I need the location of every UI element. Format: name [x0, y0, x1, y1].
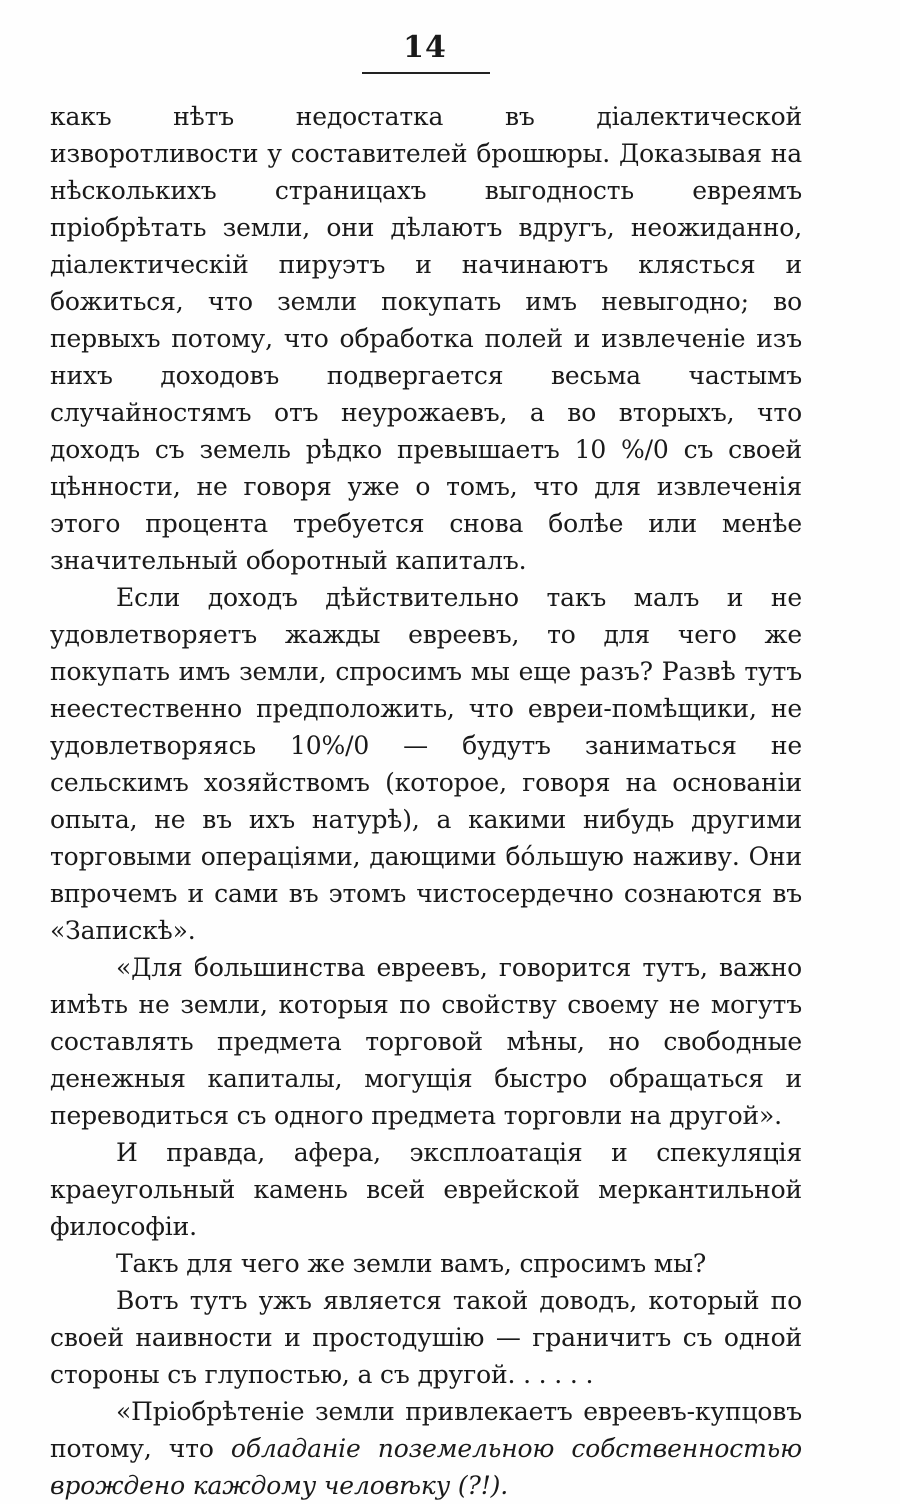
paragraph-4: И правда, афера, эксплоатація и спекуляція краеугольный камень всей еврейской меркантильной философіи.: [50, 1138, 802, 1241]
body-text: [50, 98, 802, 1504]
paragraph-6: Вотъ тутъ ужъ является такой доводъ, который по своей наивности и простодушію — граничитъ съ одной стороны съ глупостью, а съ другой. . . . . .: [50, 1286, 802, 1389]
paragraph-5: Такъ для чего же земли вамъ, спросимъ мы?: [116, 1249, 707, 1278]
paragraph-7: [50, 1393, 802, 1504]
paragraph-3: «Для большинства евреевъ, говорится тутъ, важно имѣть не земли, которыя по свойству своему не могутъ составлять предмета торговой мѣны, но свободные денежныя капиталы, могущія быстро обращаться и переводиться съ одного предмета торговли на другой».: [50, 953, 802, 1130]
paragraph-7-text: «Пріобрѣтеніе земли привлекаетъ евреевъ-купцовъ потому, что: [50, 1397, 802, 1463]
page-number: 14: [403, 30, 447, 65]
paragraph-1: какъ нѣтъ недостатка въ діалектической изворотливости у составителей брошюры. Доказывая на нѣсколькихъ страницахъ выгодность евреямъ пріобрѣтать земли, они дѣлаютъ вдругъ, неожиданно, діалектическій пируэтъ и начинаютъ клясться и божиться, что земли покупать имъ невыгодно; во первыхъ потому, что обработка полей и извлеченіе изъ нихъ доходовъ подвергается весьма частымъ случайностямъ отъ неурожаевъ, а во вторыхъ, что доходъ съ земель рѣдко превышаетъ 10 %/0 съ своей цѣнности, не говоря уже о томъ, что для извлеченія этого процента требуется снова болѣе или менѣе значительный оборотный капиталъ.: [50, 102, 802, 575]
page-number-rule: [362, 72, 490, 74]
paragraph-2: Если доходъ дѣйствительно такъ малъ и не удовлетворяетъ жажды евреевъ, то для чего же покупать имъ земли, спросимъ мы еще разъ? Развѣ тутъ неестественно предположить, что евреи-помѣщики, не удовлетворяясь 10%/0 — будутъ заниматься не сельскимъ хозяйствомъ (которое, говоря на основаніи опыта, не въ ихъ натурѣ), а какими нибудь другими торговыми операціями, дающими бо́льшую наживу. Они впрочемъ и сами въ этомъ чистосердечно сознаются въ «Запискѣ».: [50, 583, 802, 945]
paragraph-7-italic: обладаніе поземельною собственностью врождено каждому человѣку (?!).: [50, 1434, 802, 1500]
